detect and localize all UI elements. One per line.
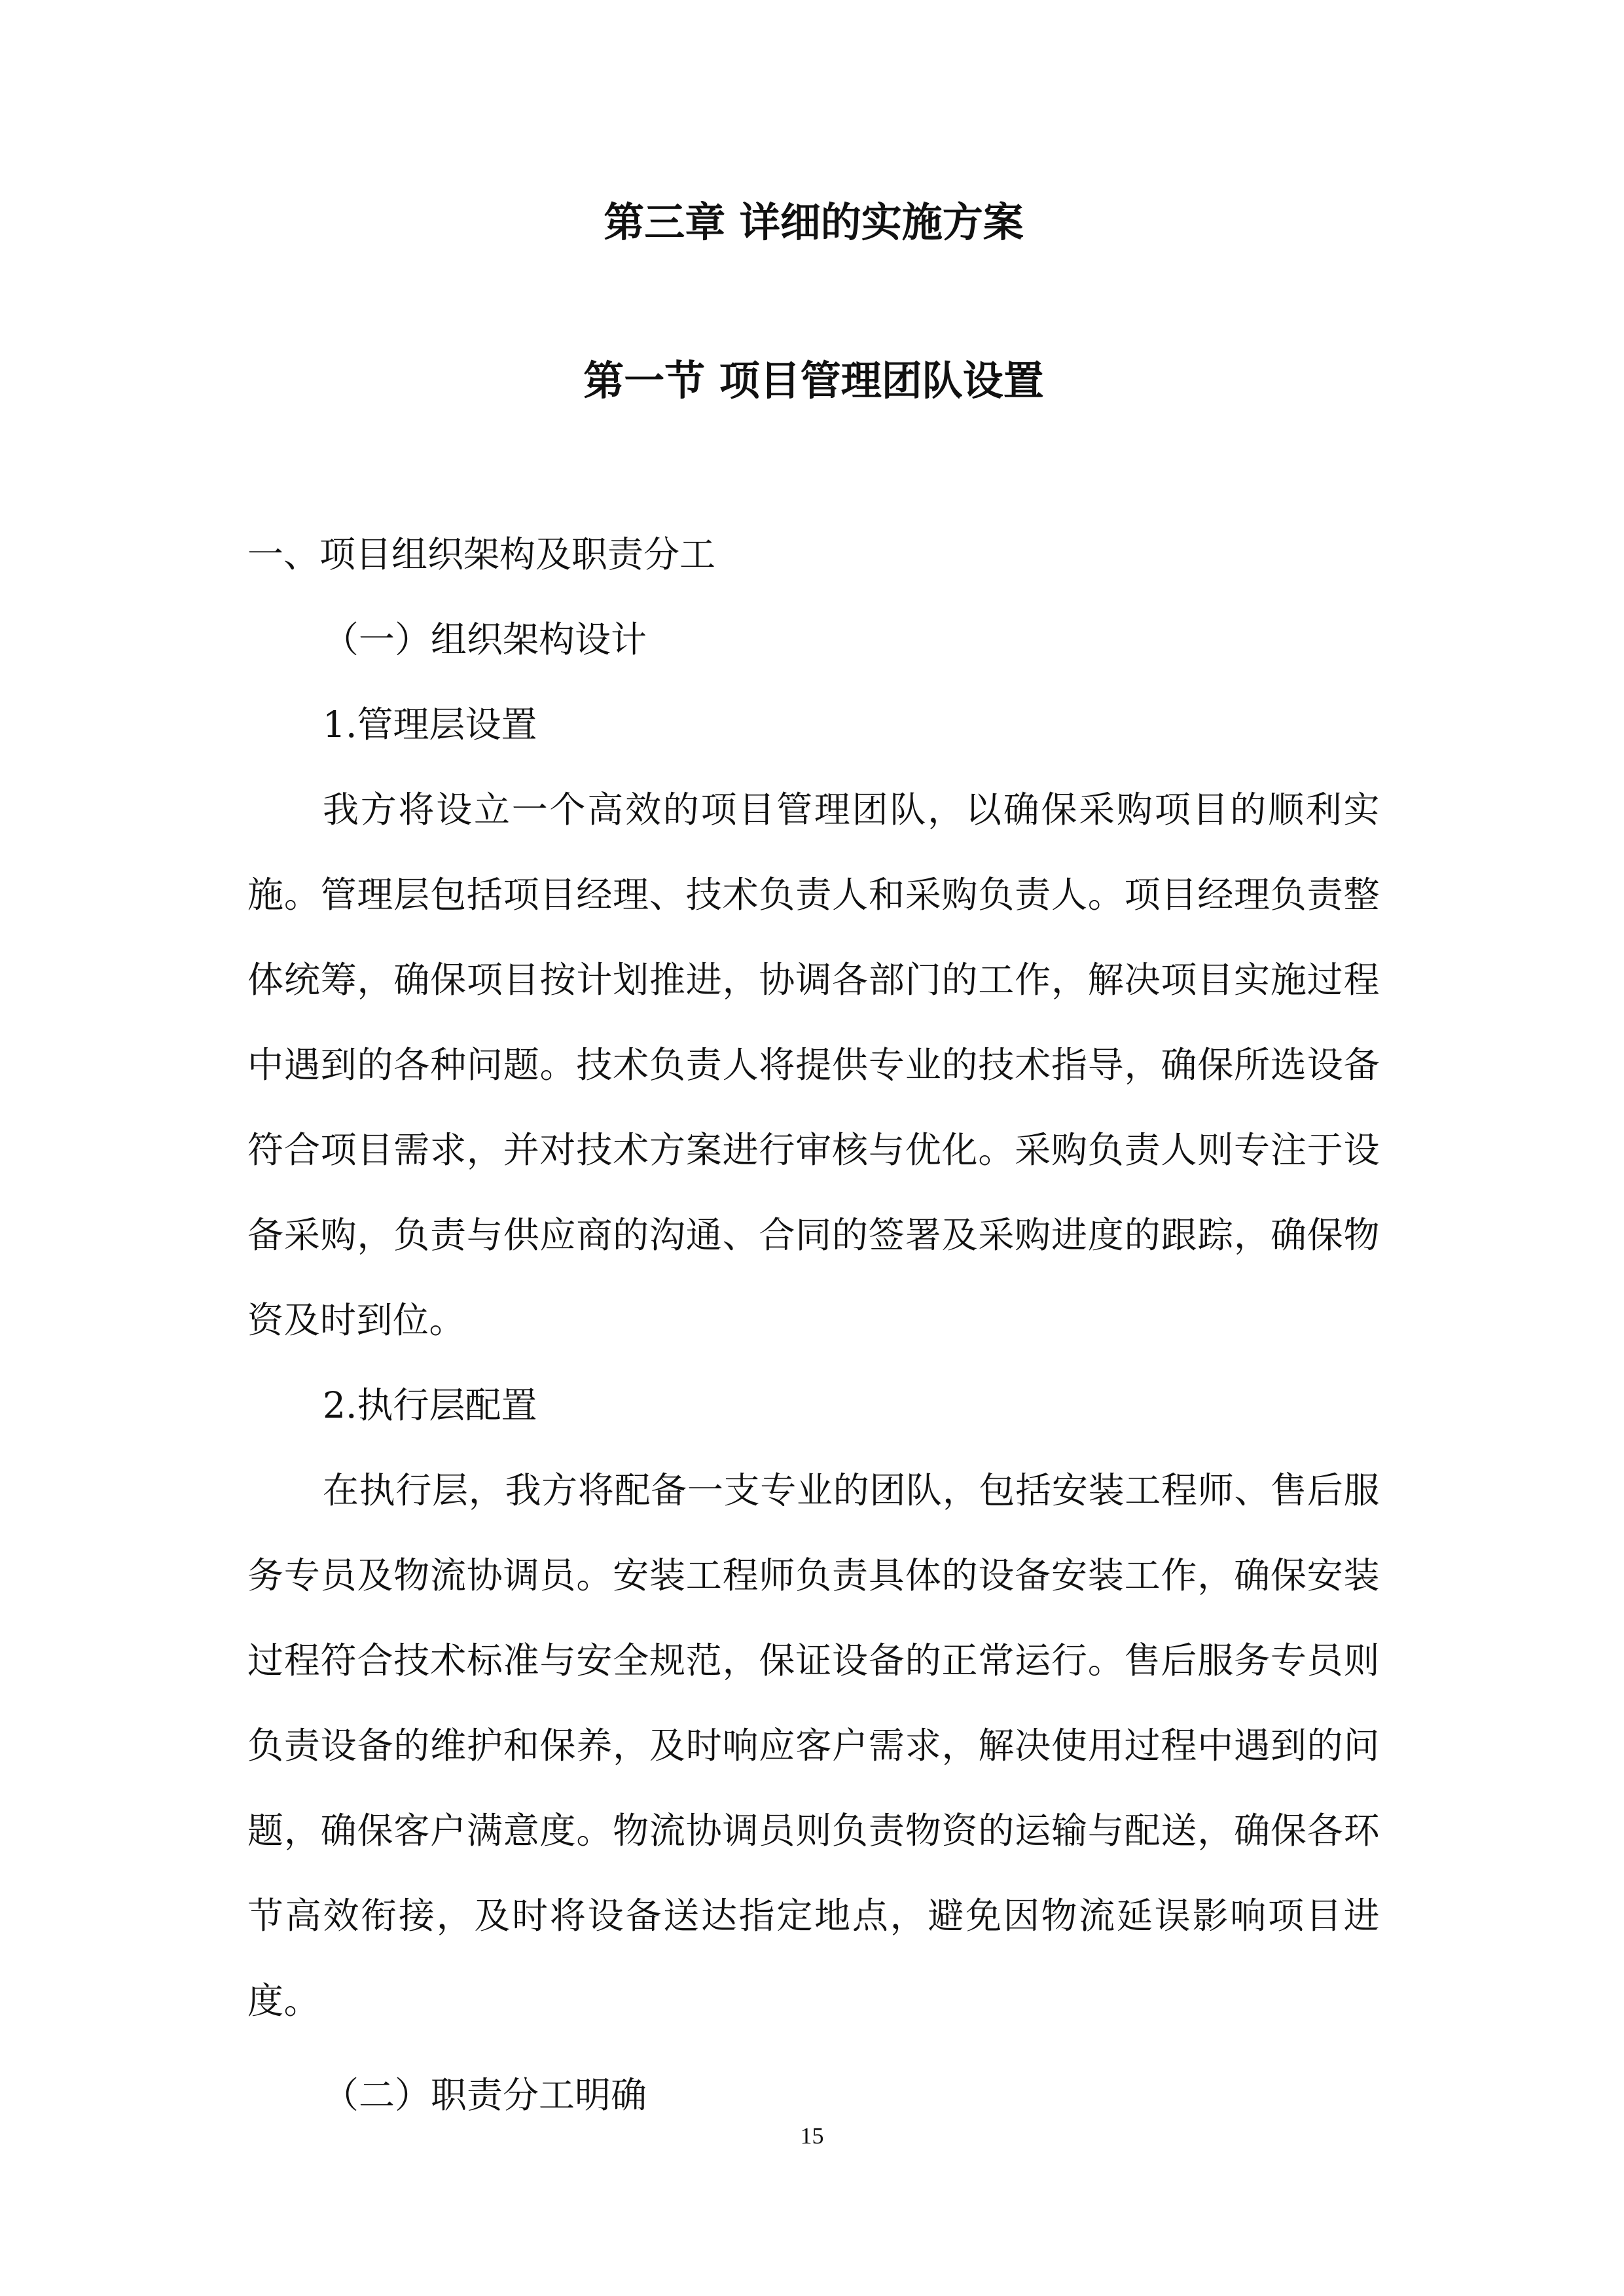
paragraph-execution-layer: 在执行层，我方将配备一支专业的团队，包括安装工程师、售后服务专员及物流协调员。安装工程师负责具体的设备安装工作，确保安装过程符合技术标准与安全规范，保证设备的正常运行。售后服务专员则负责设备的维护和保养，及时响应客户需求，解决使用过程中遇到的问题，确保客户满意度。物流协调员则负责物资的运输与配送，确保各环节高效衔接，及时将设备送达指定地点，避免因物流延误影响项目进度。: [247, 1469, 1380, 2022]
section-title: 第一节 项目管理团队设置: [583, 357, 1044, 404]
page-number: 15: [800, 2123, 824, 2149]
heading-management-layer: 1.管理层设置: [323, 704, 537, 745]
paragraph-management-layer: 我方将设立一个高效的项目管理团队，以确保采购项目的顺利实施。管理层包括项目经理、技术负责人和采购负责人。项目经理负责整体统筹，确保项目按计划推进，协调各部门的工作，解决项目实施过程中遇到的各种问题。技术负责人将提供专业的技术指导，确保所选设备符合项目需求，并对技术方案进行审核与优化。采购负责人则专注于设备采购，负责与供应商的沟通、合同的签署及采购进度的跟踪，确保物资及时到位。: [247, 789, 1380, 1341]
heading-structure-design: （一）组织架构设计: [323, 619, 647, 660]
chapter-title: 第三章 详细的实施方案: [604, 198, 1024, 246]
heading-execution-layer: 2.执行层配置: [323, 1384, 537, 1426]
heading-responsibility-division: （二）职责分工明确: [323, 2074, 647, 2116]
page-content: [247, 190, 1380, 2138]
heading-organization-structure: 一、项目组织架构及职责分工: [247, 533, 716, 575]
